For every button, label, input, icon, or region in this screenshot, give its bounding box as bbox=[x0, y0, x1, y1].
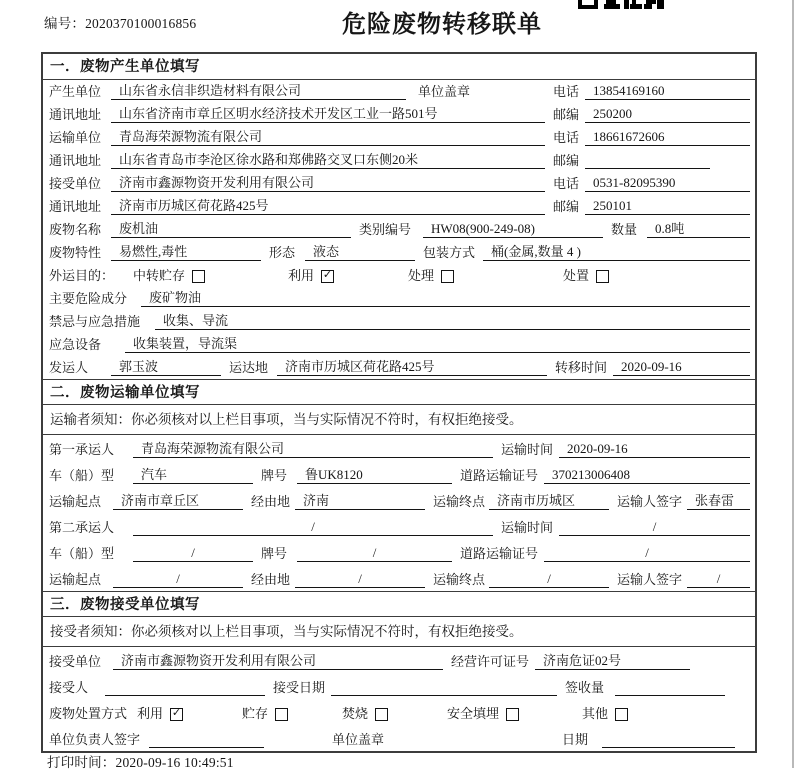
field-label: 产生单位 bbox=[49, 84, 102, 99]
field-label: 转移时间 bbox=[555, 360, 608, 375]
form-row bbox=[43, 565, 755, 591]
form-row bbox=[43, 310, 755, 333]
checkbox-field bbox=[447, 706, 582, 722]
field-value: 250200 bbox=[585, 106, 750, 123]
field-value: 青岛海荣源物流有限公司 bbox=[133, 441, 493, 458]
field-value: 济南市历城区荷花路425号 bbox=[277, 359, 547, 376]
checkbox-field bbox=[563, 268, 750, 284]
field-label: 通讯地址 bbox=[49, 199, 102, 214]
form-row bbox=[43, 673, 755, 699]
field-value: / bbox=[489, 571, 609, 588]
field-value: 收集装置，导流渠 bbox=[125, 336, 750, 353]
checkbox-unchecked[interactable] bbox=[596, 270, 609, 283]
form-row bbox=[43, 539, 755, 565]
field-label: 废物特性 bbox=[49, 245, 102, 260]
checkbox-label: 中转贮存 bbox=[133, 268, 186, 283]
field-value: / bbox=[133, 519, 493, 536]
form-table bbox=[41, 52, 757, 753]
checkbox-unchecked[interactable] bbox=[375, 708, 388, 721]
form-row bbox=[43, 435, 755, 461]
checkbox-field bbox=[137, 706, 242, 722]
form-row bbox=[43, 149, 755, 172]
field-label: 车（船）型 bbox=[49, 468, 115, 483]
form-row bbox=[43, 80, 755, 103]
field-label: 运输人签字 bbox=[617, 494, 683, 509]
field-label: 日期 bbox=[562, 732, 589, 747]
checkbox-unchecked[interactable] bbox=[275, 708, 288, 721]
field-label: 运输终点 bbox=[433, 494, 486, 509]
checkbox-label: 处理 bbox=[408, 268, 435, 283]
form-row bbox=[43, 241, 755, 264]
field-label: 电话 bbox=[553, 84, 580, 99]
field-value: 张春雷 bbox=[687, 493, 750, 510]
field-value: / bbox=[687, 571, 750, 588]
field-label: 牌号 bbox=[261, 468, 288, 483]
field-value: 山东省青岛市李沧区徐水路和郑佛路交叉口东侧20米 bbox=[111, 152, 545, 169]
field-label: 道路运输证号 bbox=[460, 546, 539, 561]
field-label: 外运目的： bbox=[49, 268, 115, 283]
field-label: 第二承运人 bbox=[49, 520, 115, 535]
checkbox-unchecked[interactable] bbox=[441, 270, 454, 283]
field-label: 牌号 bbox=[261, 546, 288, 561]
field-value bbox=[615, 680, 725, 696]
field-label: 电话 bbox=[553, 130, 580, 145]
form-row bbox=[43, 487, 755, 513]
field-value: / bbox=[133, 545, 253, 562]
form-row bbox=[43, 264, 755, 287]
field-value: / bbox=[544, 545, 750, 562]
checkbox-label: 焚烧 bbox=[342, 706, 369, 721]
field-label: 废物名称 bbox=[49, 222, 102, 237]
field-label: 车（船）型 bbox=[49, 546, 115, 561]
field-label: 发运人 bbox=[49, 360, 89, 375]
form-row bbox=[43, 513, 755, 539]
field-value bbox=[585, 153, 710, 169]
field-value: 18661672606 bbox=[585, 129, 750, 146]
field-label: 应急设备 bbox=[49, 337, 102, 352]
field-label: 运输人签字 bbox=[617, 572, 683, 587]
field-label: 接受人 bbox=[49, 680, 89, 695]
field-value: / bbox=[559, 519, 750, 536]
field-label: 第一承运人 bbox=[49, 442, 115, 457]
field-label: 签收量 bbox=[565, 680, 605, 695]
form-row bbox=[43, 287, 755, 310]
field-label: 接受日期 bbox=[273, 680, 326, 695]
field-value: 青岛海荣源物流有限公司 bbox=[111, 129, 545, 146]
field-value: 鲁UK8120 bbox=[297, 467, 452, 484]
checkbox-checked[interactable] bbox=[170, 708, 183, 721]
field-label: 单位负责人签字 bbox=[49, 732, 141, 747]
field-label: 邮编 bbox=[553, 153, 580, 168]
checkbox-unchecked[interactable] bbox=[615, 708, 628, 721]
field-value: 370213006408 bbox=[544, 467, 750, 484]
field-label: 接受单位 bbox=[49, 176, 102, 191]
checkbox-label: 安全填埋 bbox=[447, 706, 500, 721]
field-value: 250101 bbox=[585, 198, 750, 215]
field-value bbox=[149, 732, 264, 748]
form-row bbox=[43, 126, 755, 149]
field-label: 运达地 bbox=[229, 360, 269, 375]
checkbox-label: 利用 bbox=[137, 706, 164, 721]
form-row bbox=[43, 647, 755, 673]
field-value: 山东省济南市章丘区明水经济技术开发区工业一路501号 bbox=[111, 106, 545, 123]
field-label: 运输单位 bbox=[49, 130, 102, 145]
field-label: 接受单位 bbox=[49, 654, 102, 669]
serial-number: 编号：2020370100016856 bbox=[44, 16, 197, 31]
field-value: 2020-09-16 bbox=[559, 441, 750, 458]
form-row bbox=[43, 172, 755, 195]
field-label: 禁忌与应急措施 bbox=[49, 314, 141, 329]
section-note: 运输者须知：你必须核对以上栏目事项，当与实际情况不符时，有权拒绝接受。 bbox=[43, 405, 755, 435]
field-value: 郭玉波 bbox=[111, 359, 221, 376]
field-label: 运输时间 bbox=[501, 442, 554, 457]
checkbox-unchecked[interactable] bbox=[506, 708, 519, 721]
field-value: / bbox=[113, 571, 243, 588]
qr-code-fragment bbox=[578, 0, 664, 9]
field-label: 废物处置方式 bbox=[49, 706, 128, 721]
field-label: 运输终点 bbox=[433, 572, 486, 587]
field-label: 经营许可证号 bbox=[451, 654, 530, 669]
field-value: 济南市历城区荷花路425号 bbox=[111, 198, 545, 215]
field-value: 收集、导流 bbox=[155, 313, 750, 330]
form-row bbox=[43, 103, 755, 126]
form-row bbox=[43, 195, 755, 218]
field-value: 废矿物油 bbox=[141, 290, 750, 307]
section-header: 一．废物产生单位填写 bbox=[43, 54, 755, 80]
field-label: 数量 bbox=[611, 222, 638, 237]
field-value: HW08(900-249-08) bbox=[423, 221, 603, 238]
field-label: 主要危险成分 bbox=[49, 291, 128, 306]
page-title: 危险废物转移联单 bbox=[342, 12, 542, 38]
field-label: 运输起点 bbox=[49, 572, 102, 587]
checkbox-checked[interactable] bbox=[321, 270, 334, 283]
field-label: 运输起点 bbox=[49, 494, 102, 509]
field-value: 桶(金属,数量 4 ) bbox=[483, 244, 750, 261]
section-header: 三．废物接受单位填写 bbox=[43, 591, 755, 617]
field-label: 类别编号 bbox=[359, 222, 412, 237]
form-section bbox=[43, 591, 755, 751]
checkbox-label: 其他 bbox=[582, 706, 609, 721]
field-label: 形态 bbox=[269, 245, 296, 260]
form-row bbox=[43, 699, 755, 725]
checkbox-field bbox=[133, 268, 288, 284]
field-label: 运输时间 bbox=[501, 520, 554, 535]
field-value: 山东省永信非织造材料有限公司 bbox=[111, 83, 406, 100]
checkbox-field bbox=[288, 268, 408, 284]
form-row bbox=[43, 333, 755, 356]
page-edge-divider bbox=[792, 0, 794, 768]
field-label: 道路运输证号 bbox=[460, 468, 539, 483]
checkbox-field bbox=[582, 706, 750, 722]
field-value: 易燃性,毒性 bbox=[111, 244, 261, 261]
field-value bbox=[105, 680, 265, 696]
field-value: 济南市鑫源物资开发利用有限公司 bbox=[113, 653, 443, 670]
section-header: 二．废物运输单位填写 bbox=[43, 379, 755, 405]
static-text: 单位盖章 bbox=[418, 84, 471, 99]
field-label: 电话 bbox=[553, 176, 580, 191]
static-text: 单位盖章 bbox=[332, 732, 385, 747]
form-section bbox=[43, 54, 755, 379]
field-value: 13854169160 bbox=[585, 83, 750, 100]
field-value: 0531-82095390 bbox=[585, 175, 750, 192]
field-value: 济南市章丘区 bbox=[113, 493, 243, 510]
checkbox-label: 贮存 bbox=[242, 706, 269, 721]
checkbox-label: 利用 bbox=[288, 268, 315, 283]
field-label: 邮编 bbox=[553, 199, 580, 214]
field-value: 济南危证02号 bbox=[535, 653, 690, 670]
field-value: 济南市鑫源物资开发利用有限公司 bbox=[111, 175, 545, 192]
field-label: 经由地 bbox=[251, 572, 291, 587]
checkbox-field bbox=[342, 706, 447, 722]
field-value: 2020-09-16 bbox=[613, 359, 750, 376]
field-value bbox=[331, 680, 557, 696]
field-label: 经由地 bbox=[251, 494, 291, 509]
field-value: / bbox=[297, 545, 452, 562]
field-value: / bbox=[295, 571, 425, 588]
field-value: 汽车 bbox=[133, 467, 253, 484]
checkbox-unchecked[interactable] bbox=[192, 270, 205, 283]
field-label: 包装方式 bbox=[423, 245, 476, 260]
checkbox-field bbox=[242, 706, 342, 722]
field-value: 废机油 bbox=[111, 221, 351, 238]
field-value: 液态 bbox=[305, 244, 415, 261]
field-label: 通讯地址 bbox=[49, 153, 102, 168]
section-note: 接受者须知：你必须核对以上栏目事项，当与实际情况不符时，有权拒绝接受。 bbox=[43, 617, 755, 647]
form-row bbox=[43, 356, 755, 379]
field-value bbox=[602, 732, 735, 748]
field-value: 济南 bbox=[295, 493, 425, 510]
field-label: 通讯地址 bbox=[49, 107, 102, 122]
form-row bbox=[43, 725, 755, 751]
form-row bbox=[43, 218, 755, 241]
field-value: 济南市历城区 bbox=[489, 493, 609, 510]
checkbox-label: 处置 bbox=[563, 268, 590, 283]
form-section bbox=[43, 379, 755, 591]
field-label: 邮编 bbox=[553, 107, 580, 122]
field-value: 0.8吨 bbox=[647, 221, 750, 238]
print-time: 打印时间：2020-09-16 10:49:51 bbox=[47, 755, 234, 770]
form-row bbox=[43, 461, 755, 487]
checkbox-field bbox=[408, 268, 563, 284]
